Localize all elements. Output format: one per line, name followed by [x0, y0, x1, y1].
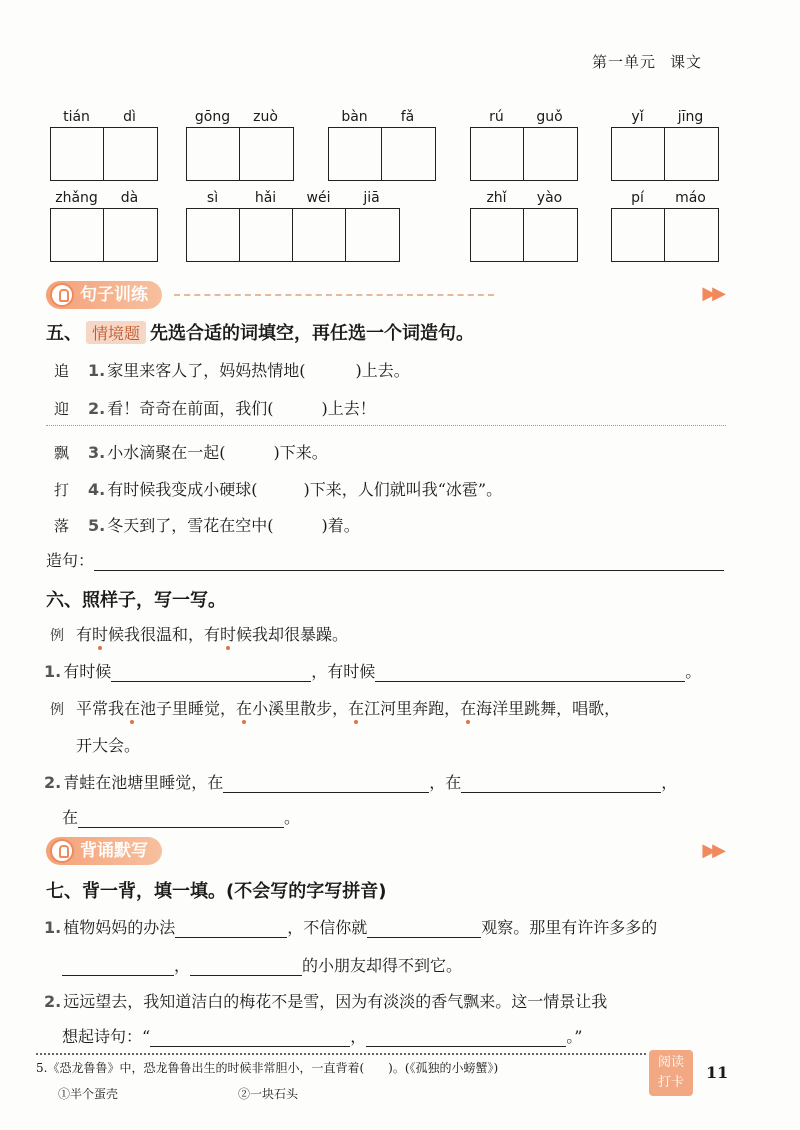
- reading-options: [58, 1085, 298, 1102]
- answer-blank[interactable]: [78, 810, 284, 828]
- q6-item-1: [44, 659, 701, 682]
- question-6-title: 六、照样子，写一写。: [46, 590, 226, 611]
- item-text: 远远望去，我知道洁白的梅花不是雪，因为有淡淡的香气飘来。这一情景让我: [63, 992, 608, 1011]
- word-option: 迎: [54, 400, 70, 418]
- item-text: 青蛙在池塘里睡觉，在: [63, 773, 224, 792]
- char-box[interactable]: [471, 128, 524, 180]
- char-box[interactable]: [240, 128, 293, 180]
- example-2-continued: 开大会。: [76, 736, 141, 755]
- item-text: 。”: [566, 1027, 583, 1046]
- reading-question: 5.《恐龙鲁鲁》中，恐龙鲁鲁出生的时候非常胆小，一直背着( )。(《孤独的小螃蟹》): [36, 1061, 499, 1075]
- pinyin-grid: [470, 107, 578, 181]
- item-text: )下来，人们就叫我“冰雹”。: [303, 480, 503, 499]
- example-emphasis: 在: [124, 699, 141, 718]
- page-number: 11: [706, 1063, 729, 1082]
- char-box[interactable]: [346, 209, 399, 261]
- item-text: )着。: [321, 516, 360, 535]
- item-text: 小水滴聚在一起(: [107, 443, 226, 462]
- answer-blank[interactable]: [62, 958, 174, 976]
- word-option: 追: [54, 362, 70, 380]
- item-text: ，: [174, 956, 191, 975]
- pinyin-grid: [50, 107, 158, 181]
- q7-item-1: [44, 915, 657, 938]
- make-sentence-label: 造句：: [46, 551, 95, 570]
- pinyin-grid: [50, 188, 158, 262]
- item-number: 2.: [44, 773, 62, 792]
- answer-blank[interactable]: [111, 664, 311, 682]
- item-text: 看！奇奇在前面，我们(: [107, 399, 274, 418]
- q5-prefix: 五、: [46, 323, 82, 344]
- item-text: ，: [350, 1027, 367, 1046]
- q6-item-2-continued: [62, 805, 300, 828]
- char-box[interactable]: [471, 209, 524, 261]
- item-number: 2.: [88, 399, 106, 418]
- answer-blank[interactable]: [223, 775, 429, 793]
- example-text: 我很温和，: [124, 625, 205, 644]
- item-text: 有时候: [63, 662, 112, 681]
- pinyin-grid: [186, 188, 400, 262]
- item-text: 有时候我变成小硬球(: [107, 480, 258, 499]
- badge-line: 打卡: [657, 1075, 684, 1090]
- example-text: 池子里睡觉，: [140, 699, 237, 718]
- item-text: )上去。: [355, 361, 410, 380]
- item-number: 1.: [88, 361, 106, 380]
- example-text: 江河里奔跑，: [364, 699, 461, 718]
- pinyin-syllable: jiā: [363, 190, 380, 206]
- section-label: 课文: [669, 53, 702, 71]
- example-text: 我却很暴躁。: [252, 625, 349, 644]
- context-tag: 情境题: [86, 321, 146, 344]
- pinyin-syllable: rú: [489, 109, 504, 125]
- item-text: 。: [685, 662, 702, 681]
- pinyin-syllable: yào: [536, 190, 563, 206]
- answer-blank[interactable]: [366, 1029, 566, 1047]
- item-text: ，: [661, 773, 678, 792]
- q6-item-2: [44, 770, 677, 793]
- char-box[interactable]: [612, 209, 665, 261]
- pinyin-syllable: zhǎng: [55, 190, 98, 206]
- char-box[interactable]: [187, 128, 240, 180]
- char-box[interactable]: [524, 209, 577, 261]
- q5-item: [54, 477, 502, 500]
- section-banner-sentence: [46, 281, 494, 309]
- example-text: 海洋里跳舞，唱歌，: [476, 699, 621, 718]
- lightbulb-icon: [50, 283, 74, 307]
- item-number: 1.: [44, 918, 62, 937]
- q5-item: [54, 358, 410, 381]
- pinyin-syllable: tián: [63, 109, 90, 125]
- pinyin-syllable: bàn: [341, 109, 368, 125]
- char-box[interactable]: [240, 209, 293, 261]
- pinyin-syllable: fǎ: [400, 109, 415, 125]
- pinyin-grid: [611, 188, 719, 262]
- item-text: 想起诗句：“: [62, 1027, 151, 1046]
- example-label: 例: [50, 628, 64, 644]
- char-box[interactable]: [665, 209, 718, 261]
- char-box[interactable]: [612, 128, 665, 180]
- q5-item: [54, 513, 360, 536]
- example-1: [50, 622, 348, 645]
- q5-item: [54, 440, 328, 463]
- example-text: 小溪里散步，: [252, 699, 349, 718]
- item-text: 。: [284, 808, 301, 827]
- section-banner-recite: [46, 837, 162, 865]
- banner-title: 句子训练: [80, 285, 148, 305]
- answer-blank[interactable]: [367, 920, 481, 938]
- item-number: 2.: [44, 992, 62, 1011]
- char-box[interactable]: [104, 209, 157, 261]
- answer-blank[interactable]: [175, 920, 287, 938]
- char-box[interactable]: [187, 209, 240, 261]
- char-box[interactable]: [51, 128, 104, 180]
- lightbulb-icon: [50, 839, 74, 863]
- pinyin-syllable: gōng: [194, 109, 231, 125]
- char-box[interactable]: [524, 128, 577, 180]
- item-text: 在: [62, 808, 79, 827]
- example-2: [50, 696, 620, 719]
- pinyin-syllable: yǐ: [631, 109, 644, 125]
- dotted-divider: [46, 425, 726, 426]
- item-text: 植物妈妈的办法: [63, 918, 176, 937]
- example-emphasis: 有时候: [204, 625, 253, 644]
- pinyin-syllable: zuò: [253, 109, 278, 125]
- page-header: [592, 51, 702, 72]
- pinyin-syllable: jīng: [677, 109, 704, 125]
- item-text: 观察。那里有许许多多的: [481, 918, 658, 937]
- pinyin-grid: [611, 107, 719, 181]
- item-text: )下来。: [273, 443, 328, 462]
- question-7-title: 七、背一背，填一填。(不会写的字写拼音): [46, 881, 387, 902]
- example-emphasis: 在: [460, 699, 477, 718]
- item-text: ，在: [429, 773, 462, 792]
- pinyin-syllable: sì: [206, 190, 219, 206]
- char-box[interactable]: [665, 128, 718, 180]
- pinyin-grid: [186, 107, 294, 181]
- q5-instruction: 先选合适的词填空，再任选一个词造句。: [150, 323, 475, 344]
- char-box[interactable]: [293, 209, 346, 261]
- example-emphasis: 有时候: [76, 625, 125, 644]
- unit-label: 第一单元: [591, 53, 656, 71]
- example-text: 平常我: [76, 699, 125, 718]
- q7-item-2: [44, 989, 607, 1012]
- word-option: 飘: [54, 444, 70, 462]
- q7-item-1-continued: [62, 953, 462, 976]
- item-text: 冬天到了，雪花在空中(: [107, 516, 274, 535]
- q7-item-2-continued: [62, 1024, 582, 1047]
- char-box[interactable]: [329, 128, 382, 180]
- pinyin-grid: [328, 107, 436, 181]
- pinyin-syllable: wéi: [306, 190, 331, 206]
- banner-divider: [174, 294, 494, 296]
- item-text: )上去！: [321, 399, 376, 418]
- pinyin-syllable: guǒ: [536, 109, 563, 125]
- item-text: ，不信你就: [287, 918, 368, 937]
- badge-line: 阅读: [657, 1055, 684, 1070]
- banner-title: 背诵默写: [80, 841, 148, 861]
- pinyin-syllable: zhǐ: [486, 190, 507, 206]
- char-box[interactable]: [51, 209, 104, 261]
- make-sentence-input[interactable]: [94, 553, 724, 571]
- q5-item: [54, 396, 376, 419]
- footer-divider: [36, 1053, 646, 1055]
- question-5-title: [46, 319, 474, 345]
- pinyin-syllable: máo: [675, 190, 706, 206]
- option-1[interactable]: ①半个蛋壳: [58, 1087, 119, 1101]
- item-number: 3.: [88, 443, 106, 462]
- reading-checkin-badge: [649, 1050, 693, 1096]
- example-emphasis: 在: [236, 699, 253, 718]
- make-sentence-row: [46, 548, 724, 571]
- word-option: 落: [54, 517, 70, 535]
- banner-pill: [46, 837, 162, 865]
- item-text: 家里来客人了，妈妈热情地(: [107, 361, 306, 380]
- answer-blank[interactable]: [461, 775, 661, 793]
- char-box[interactable]: [104, 128, 157, 180]
- answer-blank[interactable]: [150, 1029, 350, 1047]
- word-option: 打: [54, 481, 70, 499]
- pinyin-grid: [470, 188, 578, 262]
- pinyin-syllable: hǎi: [254, 190, 277, 206]
- pinyin-syllable: pí: [631, 190, 644, 206]
- item-text: 的小朋友却得不到它。: [302, 956, 463, 975]
- item-text: ，有时候: [311, 662, 376, 681]
- item-number: 5.: [88, 516, 106, 535]
- item-number: 1.: [44, 662, 62, 681]
- example-emphasis: 在: [348, 699, 365, 718]
- answer-blank[interactable]: [190, 958, 302, 976]
- pinyin-syllable: dà: [120, 190, 139, 206]
- pinyin-syllable: dì: [123, 109, 136, 125]
- banner-pill: [46, 281, 162, 309]
- answer-blank[interactable]: [375, 664, 685, 682]
- option-2[interactable]: ②一块石头: [238, 1087, 299, 1101]
- item-number: 4.: [88, 480, 106, 499]
- double-arrow-icon: ▶▶: [702, 283, 722, 304]
- char-box[interactable]: [382, 128, 435, 180]
- double-arrow-icon: ▶▶: [702, 840, 722, 861]
- example-label: 例: [50, 702, 64, 718]
